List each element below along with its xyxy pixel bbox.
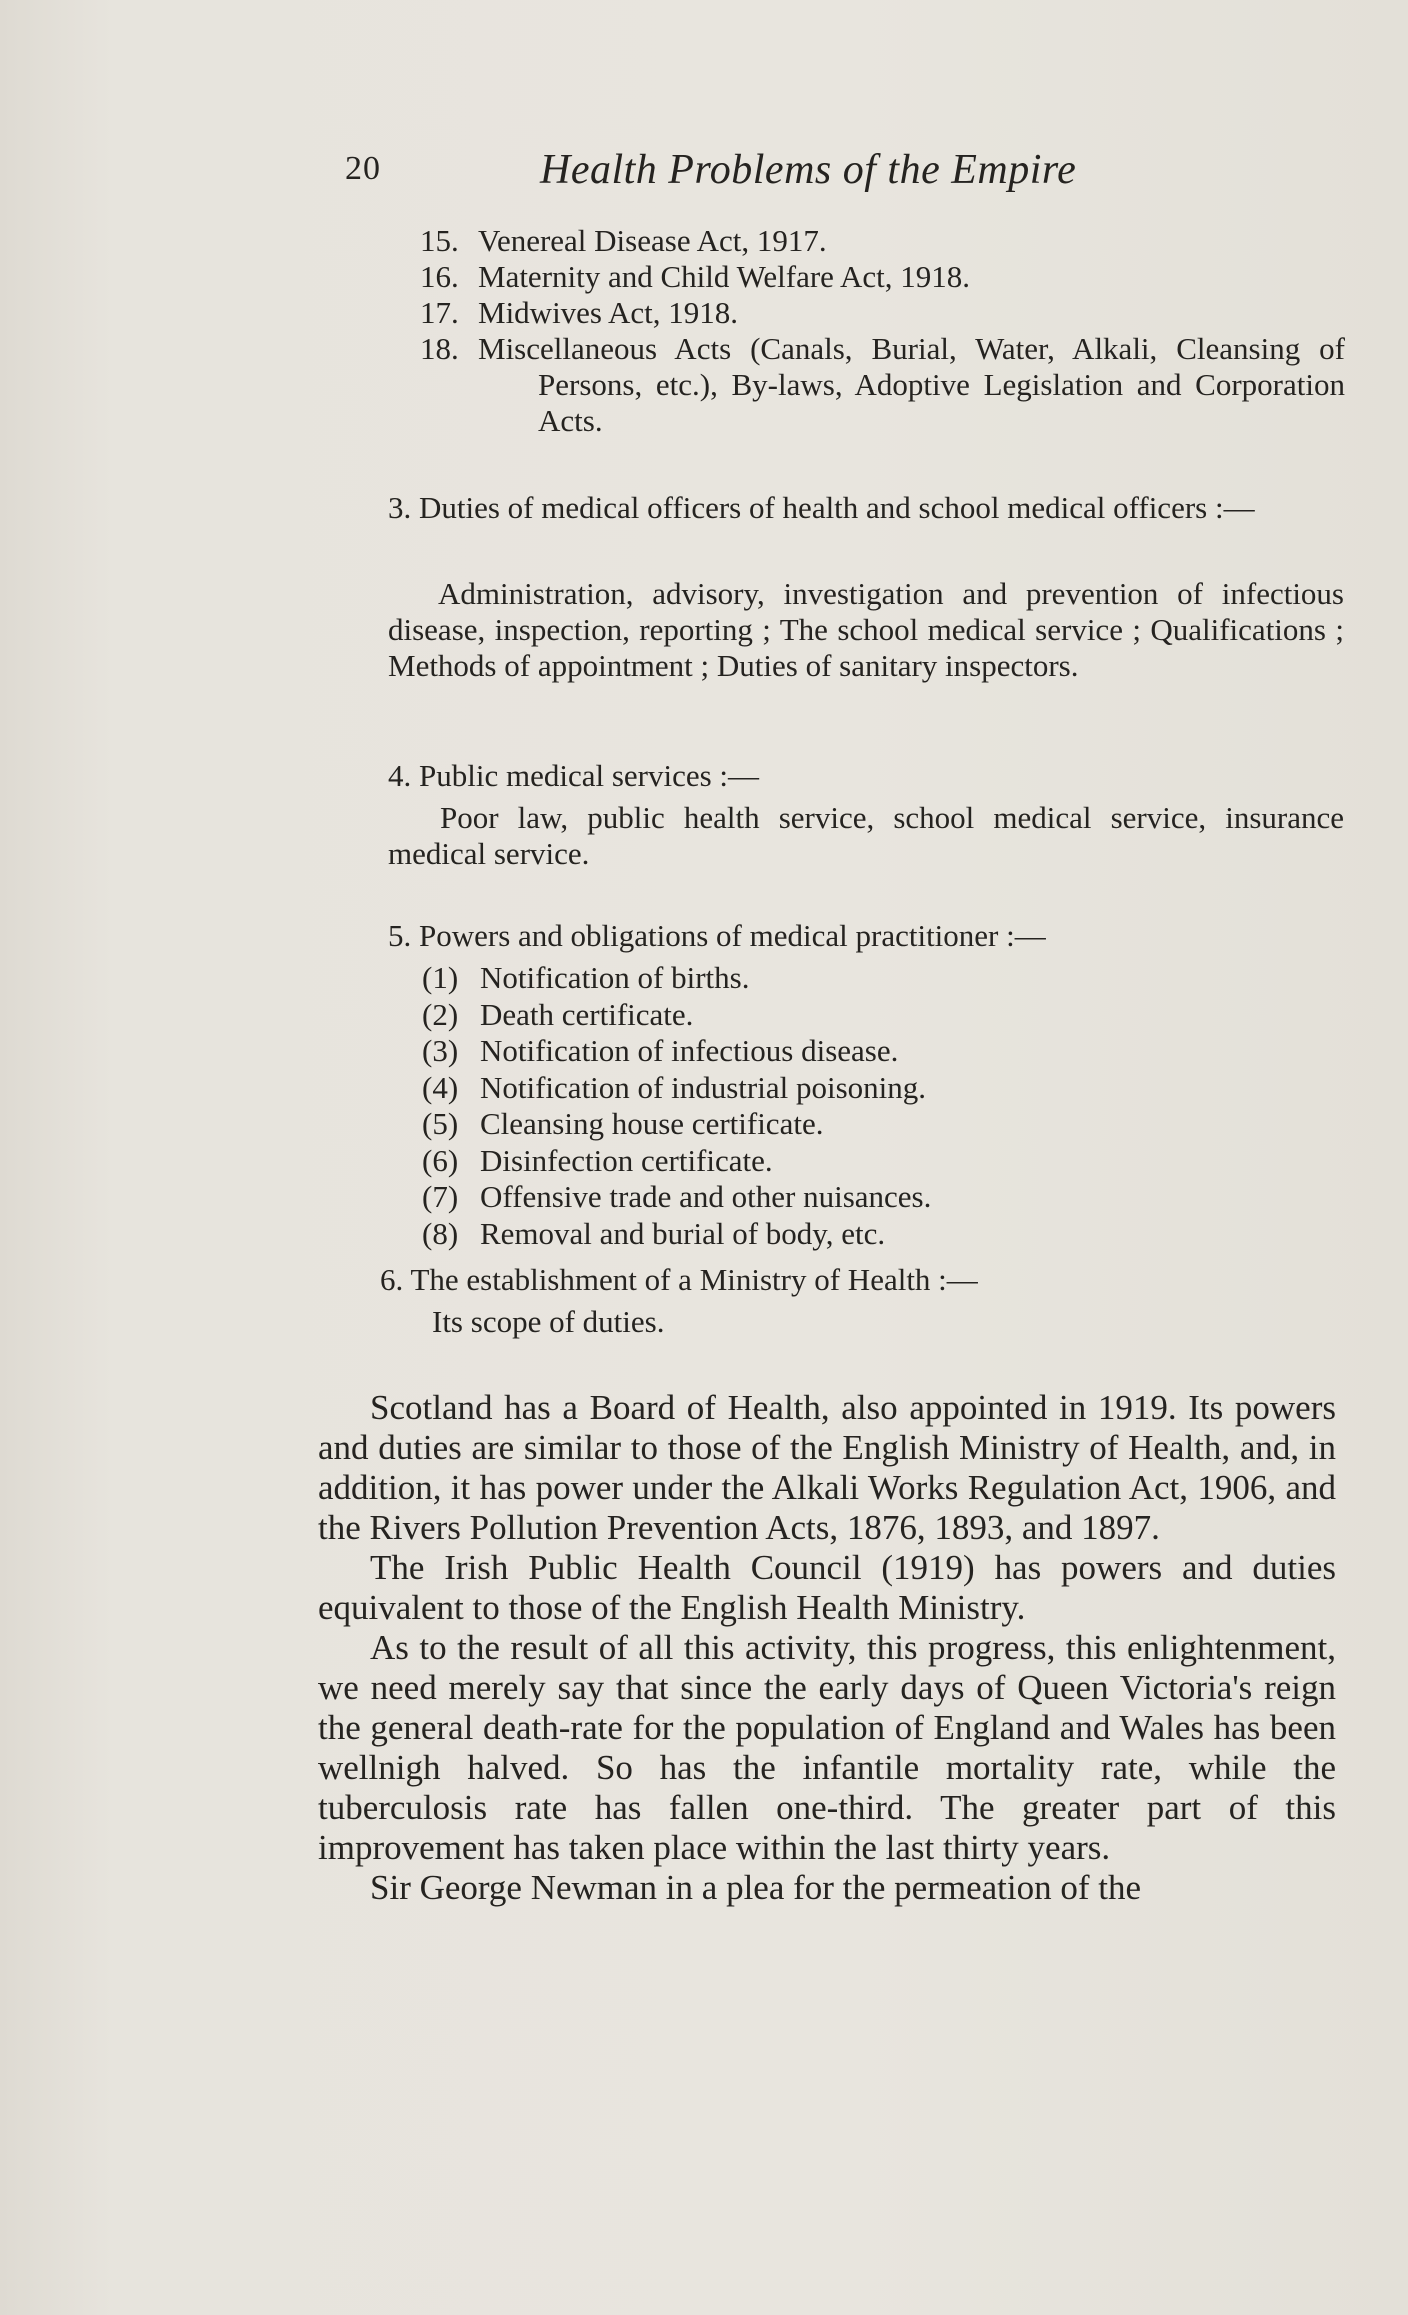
section-6-body: Its scope of duties. (432, 1304, 665, 1339)
list-item (420, 295, 1345, 331)
section-3-body: Administration, advisory, investigation and prevention of infectious disease, inspection, reporting ; The school medical service ; Qualifications ; Methods of appointment ; Duties of sanitary inspectors. (388, 576, 1344, 683)
list-item (422, 1216, 1322, 1253)
item-text: Venereal Disease Act, 1917. (478, 223, 827, 258)
list-item (420, 259, 1345, 295)
item-number: (2) (422, 996, 459, 1032)
item-number: (3) (422, 1033, 459, 1068)
body-text (318, 1388, 1336, 1908)
item-text: Death certificate. (480, 996, 694, 1032)
list-item (422, 1143, 1322, 1180)
item-number: 16. (420, 259, 459, 294)
section-3-heading: 3. Duties of medical officers of health and school medical officers :— (388, 490, 1255, 525)
paragraph: The Irish Public Health Council (1919) has powers and duties equivalent to those of the English Health Ministry. (318, 1548, 1336, 1627)
item-number: (8) (422, 1215, 459, 1251)
list-item (422, 1179, 1322, 1216)
item-number: (7) (422, 1179, 459, 1214)
item-text: Notification of industrial poisoning. (480, 1069, 927, 1105)
list-item (422, 1033, 1322, 1070)
paragraph: As to the result of all this activity, this progress, this enlightenment, we need merely say that since the early days of Queen Victoria's reign the general death-rate for the population of England and Wales has been wellnigh halved. So has the infantile mortality rate, while the tuberculosis rate has fallen one-third. The greater part of this improvement has taken place within the last thirty years. (318, 1628, 1336, 1867)
list-item (422, 997, 1322, 1034)
list-item (422, 1070, 1322, 1107)
item-number: 18. (420, 331, 459, 366)
item-number: 15. (420, 223, 459, 258)
list-item (422, 1106, 1322, 1143)
acts-list (420, 223, 1345, 439)
item-text: Offensive trade and other nuisances. (480, 1179, 932, 1214)
section-4-heading: 4. Public medical services :— (388, 758, 760, 793)
running-title: Health Problems of the Empire (540, 147, 1077, 193)
section-5-items (422, 960, 1322, 1252)
item-number: (1) (422, 960, 459, 995)
item-text: Maternity and Child Welfare Act, 1918. (478, 259, 970, 294)
section-5-heading: 5. Powers and obligations of medical practitioner :— (388, 918, 1046, 953)
item-text: Notification of infectious disease. (480, 1033, 899, 1068)
item-number: (6) (422, 1142, 459, 1178)
page-header (345, 147, 1165, 210)
item-number: (4) (422, 1069, 459, 1105)
paragraph: Sir George Newman in a plea for the permeation of the (370, 1868, 1142, 1907)
item-text: Removal and burial of body, etc. (480, 1215, 886, 1251)
item-text: Miscellaneous Acts (Canals, Burial, Water, Alkali, Cleansing of Persons, etc.), By-laws, Adoptive Legislation and Corporation Acts. (478, 331, 1345, 438)
item-text: Cleansing house certificate. (480, 1106, 824, 1141)
list-item (422, 960, 1322, 997)
item-text: Disinfection certificate. (480, 1142, 773, 1178)
item-text: Midwives Act, 1918. (478, 295, 739, 330)
list-item (420, 223, 1345, 259)
section-6-heading: 6. The establishment of a Ministry of Health :— (380, 1262, 978, 1297)
item-text: Notification of births. (480, 960, 750, 995)
paragraph: Scotland has a Board of Health, also appointed in 1919. Its powers and duties are similar to those of the English Ministry of Health, and, in addition, it has power under the Alkali Works Regulation Act, 1906, and the Rivers Pollution Prevention Acts, 1876, 1893, and 1897. (318, 1388, 1336, 1547)
page-number: 20 (345, 150, 381, 187)
section-4-body: Poor law, public health service, school medical service, insurance medical service. (388, 800, 1344, 871)
item-number: (5) (422, 1106, 459, 1141)
item-number: 17. (420, 295, 459, 330)
list-item (420, 331, 1345, 439)
